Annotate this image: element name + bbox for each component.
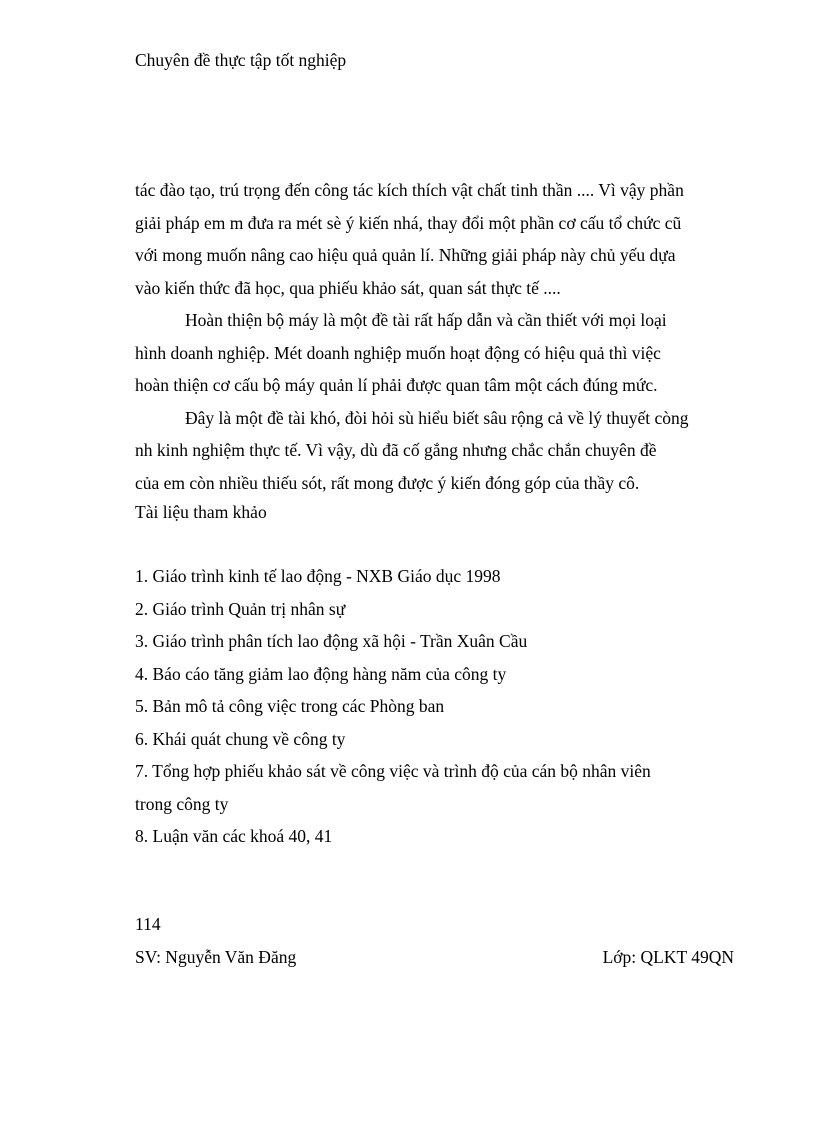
reference-item: 5. Bản mô tả công việc trong các Phòng ban	[135, 696, 445, 716]
reference-item: 3. Giáo trình phân tích lao động xã hội - Trần Xuân Cầu	[135, 631, 528, 651]
page-header-title: Chuyên đề thực tập tốt nghiệp	[135, 50, 347, 70]
paragraph-line: vào kiến thức đã học, qua phiếu khảo sát, quan sát thực tế ....	[135, 277, 561, 298]
references-list	[135, 560, 755, 853]
paragraph-line: tác đào tạo, trú trọng đến công tác kích thích vật chất tinh thần .... Vì vậy phần	[135, 180, 684, 200]
reference-item-continued: trong công ty	[135, 793, 229, 814]
reference-item: 4. Báo cáo tăng giảm lao động hàng năm của công ty	[135, 663, 507, 684]
paragraph-line: Hoàn thiện bộ máy là một đề tài rất hấp dẫn và cần thiết với mọi loại	[185, 310, 667, 330]
reference-item: 7. Tổng hợp phiếu khảo sát về công việc và trình độ của cán bộ nhân viên	[135, 761, 651, 781]
footer-student-name: SV: Nguyễn Văn Đăng	[135, 947, 297, 967]
body-paragraphs	[135, 174, 745, 499]
paragraph-line: với mong muốn nâng cao hiệu quả quản lí. Những giải pháp này chủ yếu dựa	[135, 245, 676, 265]
page-number: 114	[135, 914, 161, 934]
paragraph-line: nh kinh nghiệm thực tế. Vì vậy, dù đã cố gắng nhưng chắc chắn chuyên đề	[135, 440, 657, 460]
paragraph-line: hình doanh nghiệp. Mét doanh nghiệp muốn hoạt động có hiệu quả thì việc	[135, 342, 661, 363]
paragraph-line: hoàn thiện cơ cấu bộ máy quản lí phải được quan tâm một cách đúng mức.	[135, 375, 658, 395]
reference-item: 8. Luận văn các khoá 40, 41	[135, 826, 333, 846]
references-title: Tài liệu tham khảo	[135, 502, 267, 522]
reference-item: 2. Giáo trình Quản trị nhân sự	[135, 598, 346, 619]
paragraph-line: Đây là một đề tài khó, đòi hỏi sù hiểu biết sâu rộng cả về lý thuyết còng	[185, 407, 689, 428]
footer-class: Lớp: QLKT 49QN	[602, 947, 734, 967]
paragraph-line: giải pháp em m đưa ra mét sè ý kiến nhá, thay đổi một phần cơ cấu tổ chức cũ	[135, 212, 682, 233]
reference-item: 1. Giáo trình kinh tế lao động - NXB Giáo dục 1998	[135, 566, 501, 586]
paragraph-line: của em còn nhiều thiếu sót, rất mong được ý kiến đóng góp của thầy cô.	[135, 472, 640, 493]
reference-item: 6. Khái quát chung về công ty	[135, 728, 346, 749]
